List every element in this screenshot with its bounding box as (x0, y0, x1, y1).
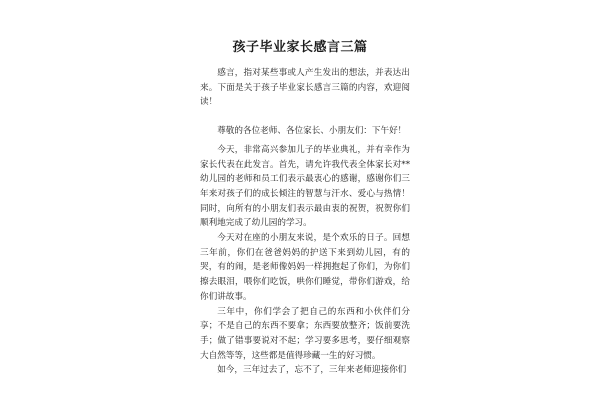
body-paragraph: 今天，非常高兴参加儿子的毕业典礼，并有幸作为家长代表在此发言。首先，请允许我代表全体家长对**幼儿园的老师和员工们表示最衷心的感谢，感谢你们三年来对孩子们的成长倾注的智慧与汗水、爱心与热情！同时，向所有的小朋友们表示最由衷的祝贺，祝贺你们顺利地完成了幼儿园的学习。 (200, 144, 410, 229)
body-paragraph: 如今，三年过去了，忘不了，三年来老师迎接你们 (217, 365, 407, 376)
document-body (200, 66, 410, 378)
greeting-paragraph: 尊敬的各位老师、各位家长、小朋友们：下午好！ (217, 126, 407, 137)
intro-paragraph: 感言，指对某些事或人产生发出的想法，并表达出来。下面是关于孩子毕业家长感言三篇的内容，欢迎阅读！ (200, 68, 410, 108)
document-title: 孩子毕业家长感言三篇 (232, 40, 368, 55)
body-paragraph: 今天对在座的小朋友来说，是个欢乐的日子。回想三年前，你们在爸爸妈妈的护送下来到幼儿园，有的哭，有的闹，是老师像妈妈一样拥抱起了你们，为你们擦去眼泪，喂你们吃饭，哄你们睡觉，带你们游戏，给你们讲故事。 (200, 233, 410, 302)
body-paragraph: 三年中，你们学会了把自己的东西和小伙伴们分享；不是自己的东西不要拿；东西要放整齐；饭前要洗手；做了错事要说对不起；学习要多思考，要仔细观察大自然等等，这些都是值得珍藏一生的好习惯。 (200, 306, 410, 361)
